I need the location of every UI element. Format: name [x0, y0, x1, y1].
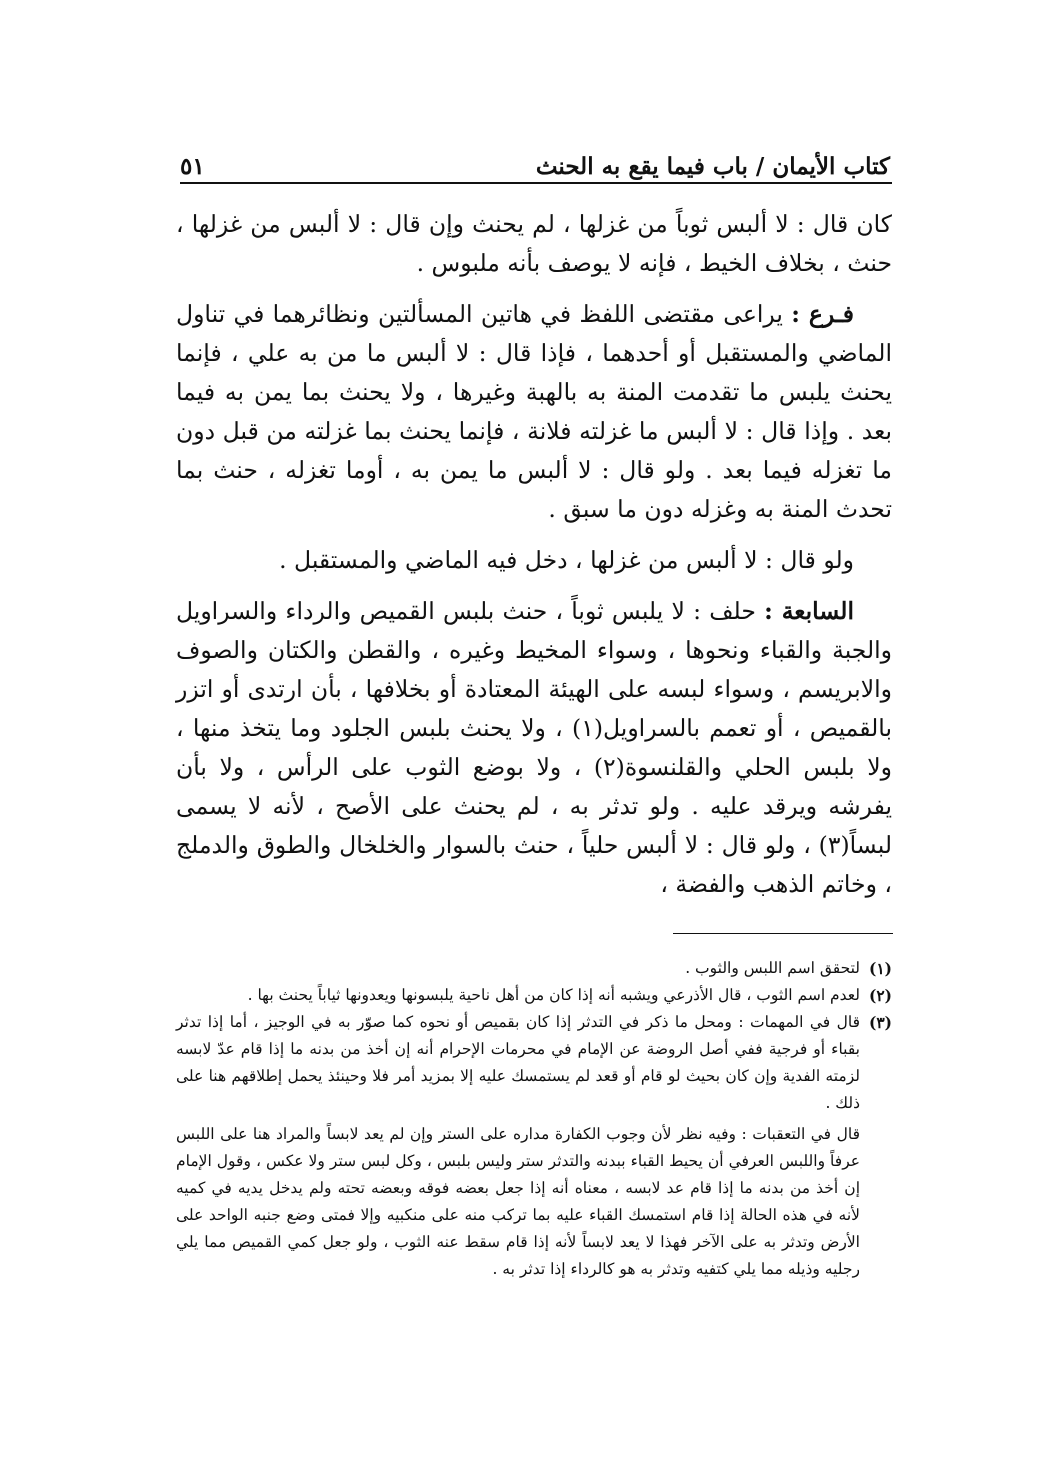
footnote-continuation: قال في التعقبات : وفيه نظر لأن وجوب الكفارة مداره على الستر وإن لم يعد لابساً والمراد هنا على اللبس عرفاً واللبس العرفي أن يحيط القباء ببدنه والتدثر ستر وليس بلبس ، وكل لبس ستر ولا عكس ، وقول الإمام إن أخذ من بدنه ما إذا قام عد لابسه ، معناه أنه إذا جعل بعضه فوقه وبعضه تحته ولم يدخل يديه في كميه لأنه في هذه الحالة إذا قام استمسك القباء عليه بما تركب منه على منكبيه وإلا فمتى وضع جنبه الواحد على الأرض وتدثر به على الآخر فهذا لا يعد لابساً لأنه إذا قام سقط عنه الثوب ، ولو جعل كمي القميص مما يلي رجليه وذيله مما يلي كتفيه وتدثر به هو كالرداء إذا تدثر به .	[176, 1125, 860, 1278]
page-number: ٥١	[180, 153, 205, 180]
paragraph-sabia-text: حلف : لا يلبس ثوباً ، حنث بلبس القميص والرداء والسراويل والجبة والقباء ونحوها ، وسواء المخيط وغيره ، والقطن والكتان والصوف والابريسم ، وسواء لبسه على الهيئة المعتادة أو بخلافها ، بأن ارتدى أو اتزر بالقميص ، أو تعمم بالسراويل(١) ، ولا يحنث بلبس الجلود وما يتخذ منها ، ولا بلبس الحلي والقلنسوة(٢) ، ولا بوضع الثوب على الرأس ، ولا بأن يفرشه ويرقد عليه . ولو تدثر به ، لم يحنث على الأصح ، لأنه لا يسمى لبساً(٣) ، ولو قال : لا ألبس حلياً ، حنث بالسوار والخلخال والطوق والدملج ، وخاتم الذهب والفضة ،	[176, 597, 892, 898]
running-title: كتاب الأيمان / باب فيما يقع به الحنث	[535, 153, 890, 180]
paragraph-far	[176, 295, 892, 529]
footnote-item	[176, 1009, 892, 1117]
footnotes	[176, 955, 892, 1283]
section-lead-sabia: السابعة :	[764, 597, 854, 625]
header-rule	[180, 182, 892, 184]
paragraph-sabia	[176, 592, 892, 904]
paragraph-far-text: يراعى مقتضى اللفظ في هاتين المسألتين ونظائرهما في تناول الماضي والمستقبل أو أحدهما ، فإذا قال : لا ألبس ما من به علي ، فإنما يحنث يلبس ما تقدمت المنة به بالهبة وغيرها ، ولا يحنث بما يمن به فيما بعد . وإذا قال : لا ألبس ما غزلته فلانة ، فإنما يحنث بما غزلته من قبل دون ما تغزله فيما بعد . ولو قال : لا ألبس ما يمن به ، أوما تغزله ، حنث بما تحدث المنة به وغزله دون ما سبق .	[176, 300, 892, 523]
main-text	[176, 205, 892, 904]
footnote-text: لعدم اسم الثوب ، قال الأذرعي ويشبه أنه إذا كان من أهل ناحية يلبسونها ويعدونها ثياباً يحنث بها .	[247, 986, 860, 1004]
footnote-number: (١)	[868, 959, 892, 978]
footnote-text: قال في المهمات : ومحل ما ذكر في التدثر إذا كان بقميص أو نحوه كما صوّر به في الوجيز ، أما إذا تدثر بقباء أو فرجية ففي أصل الروضة عن الإمام في محرمات الإحرام أنه إن أخذ من بدنه ما إذا قام عدّ لابسه لزمته الفدية وإن كان بحيث لو قام أو قعد لم يستمسك عليه إلا بمزيد أمر فلا وحينئذ يحمل إطلاقهم هنا على ذلك .	[176, 1013, 860, 1112]
section-lead-far: فـرع :	[791, 300, 854, 328]
footnote-text: لتحقق اسم اللبس والثوب .	[685, 959, 860, 977]
footnote-rule	[673, 933, 893, 934]
paragraph-continuation: كان قال : لا ألبس ثوباً من غزلها ، لم يحنث وإن قال : لا ألبس من غزلها ، حنث ، بخلاف الخيط ، فإنه لا يوصف بأنه ملبوس .	[176, 210, 892, 277]
footnote-number: (٢)	[868, 986, 892, 1005]
page-header	[180, 140, 890, 180]
paragraph-short: ولو قال : لا ألبس من غزلها ، دخل فيه الماضي والمستقبل .	[279, 546, 854, 574]
footnote-item	[176, 955, 892, 982]
footnote-item	[176, 982, 892, 1009]
footnote-number: (٣)	[868, 1013, 892, 1032]
